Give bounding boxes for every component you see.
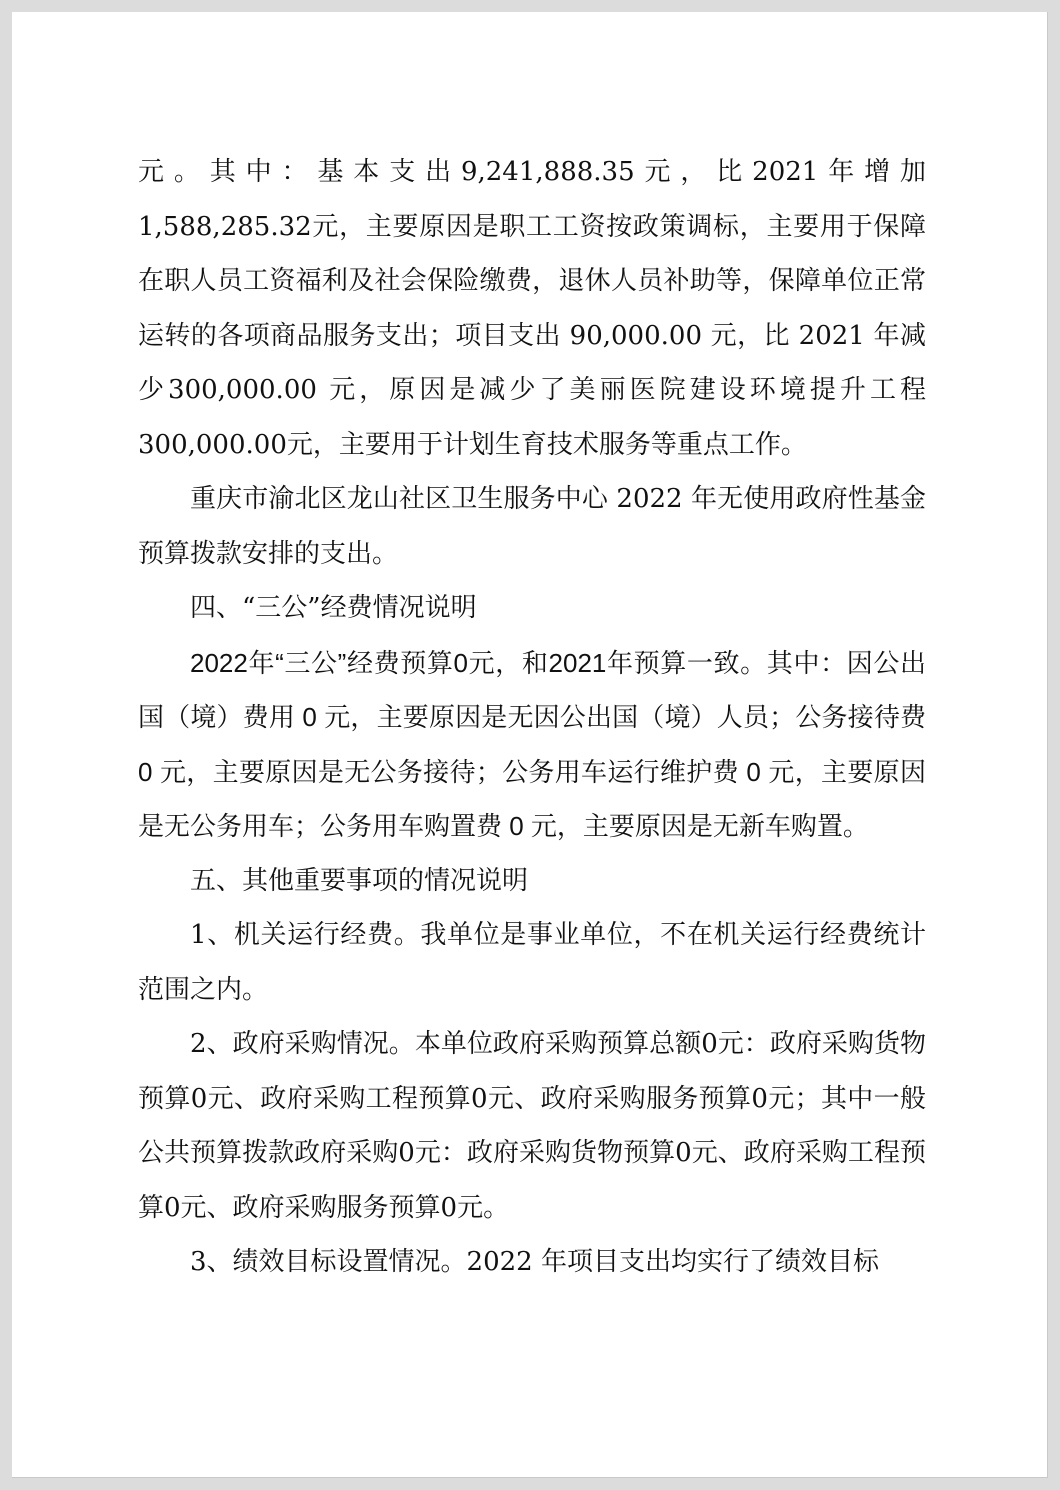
paragraph-operating-funds: 1、机关运行经费。我单位是事业单位，不在机关运行经费统计范围之内。 — [138, 920, 926, 1005]
paragraph-basic-expenditure: 元。其中：基本支出9,241,888.35元，比2021年增加1,588,285.32元，主要原因是职工工资按政策调标，主要用于保障在职人员工资福利及社会保险缴费，退休人员补助等，保障单位正常运转的各项商品服务支出；项目支出 90,000.00 元，比 2021 年减少300,000.00 元，原因是减少了美丽医院建设环境提升工程300,000.00元，主要用于计划生育技术服务等重点工作。 — [138, 157, 926, 460]
paragraph-government-fund: 重庆市渝北区龙山社区卫生服务中心 2022 年无使用政府性基金预算拨款安排的支出。 — [138, 484, 926, 569]
document-body — [138, 145, 926, 1290]
paragraph-government-procurement: 2、政府采购情况。本单位政府采购预算总额0元：政府采购货物预算0元、政府采购工程预算0元、政府采购服务预算0元；其中一般公共预算拨款政府采购0元：政府采购货物预算0元、政府采购工程预算0元、政府采购服务预算0元。 — [138, 1029, 926, 1223]
paragraph-performance-targets: 3、绩效目标设置情况。2022 年项目支出均实行了绩效目标 — [190, 1247, 879, 1277]
section-heading-three-public: 四、“三公”经费情况说明 — [190, 593, 477, 623]
paragraph-three-public-expenses: 2022年“三公”经费预算0元，和2021年预算一致。其中：因公出国（境）费用 0 元，主要原因是无因公出国（境）人员；公务接待费 0 元，主要原因是无公务接待；公务用车运行维护费 0 元，主要原因是无公务用车；公务用车购置费 0 元，主要原因是无新车购置。 — [138, 647, 926, 841]
document-page — [12, 12, 1048, 1478]
section-heading-other-matters: 五、其他重要事项的情况说明 — [190, 865, 529, 896]
